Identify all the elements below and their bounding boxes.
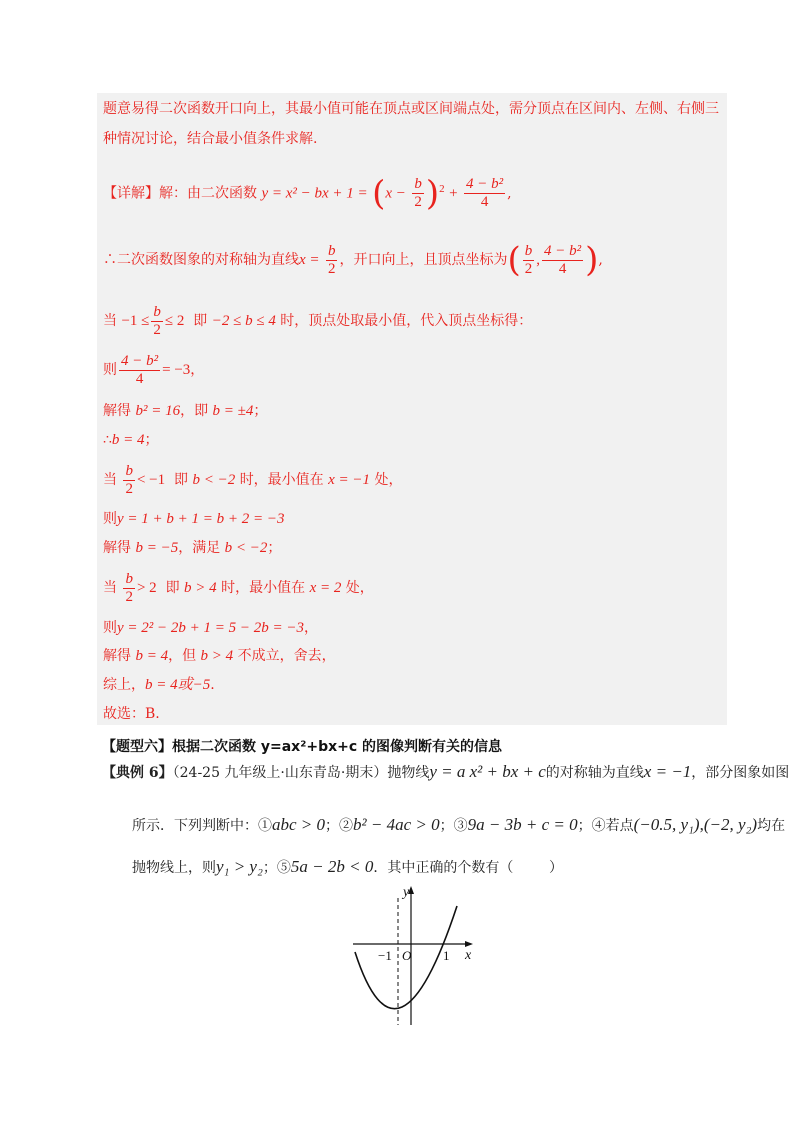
frac-4-b2: $\frac{\text{4 − b²}}{4}$ [466, 176, 504, 211]
analysis-line-2: 种情况讨论，结合最小值条件求解. [103, 131, 318, 147]
axis-mid: ，开口向上，且顶点坐标为 [339, 252, 508, 268]
example-line-3: 抛物线上，则y₁ > y₂；⑤5a − 2b < 0．其中正确的个数有（ ） [132, 857, 563, 876]
detail-expr: y = x² − bx + 1 = [261, 185, 368, 202]
y-label: y [403, 885, 410, 900]
tick-1-label: 1 [443, 948, 450, 963]
summary-line: 综上，b = 4或−5. [103, 677, 215, 693]
case1-eq-line: 则 $\frac{\text{4 − b²}}{4}$ = −3， [103, 352, 205, 387]
frac-b-over-2: $\frac{b}{2}$ [414, 176, 422, 211]
case2-eq-line: 则y = 1 + b + 1 = b + 2 = −3 [103, 511, 285, 527]
detail-inner: x − [385, 185, 406, 202]
case3-eq-line: 则y = 2² − 2b + 1 = 5 − 2b = −3， [103, 620, 319, 636]
frac-case3: $\frac{b}{2}$ [125, 570, 133, 605]
detail-intro: 解：由二次函数 [159, 185, 257, 202]
detail-comma: , [507, 185, 512, 202]
analysis-line-1: 题意易得二次函数开口向上，其最小值可能在顶点或区间端点处，需分顶点在区间内、左侧、右侧三 [103, 101, 719, 117]
axis-x-eq: x = [299, 252, 320, 268]
detail-tag: 【详解】 [103, 185, 159, 202]
detail-line [103, 170, 512, 213]
example-line-2: 所示．下列判断中：①abc > 0；②b² − 4ac > 0；③9a − 3b + c = 0；④若点(−0.5, y₁),(−2, y₂)均在 [132, 815, 786, 834]
case3-line: 当 $\frac{b}{2}$ > 2 即 b > 4 时，最小值在 x = 2 处， [103, 570, 374, 605]
detail-plus: + [449, 185, 458, 202]
case3-solve-line: 解得 b = 4，但 b > 4 不成立，舍去， [103, 648, 336, 664]
answer-line: 故选：B. [103, 706, 160, 722]
frac-case1-eq: $\frac{\text{4 − b²}}{4}$ [121, 352, 159, 387]
case2-line: 当 $\frac{b}{2}$ < −1 即 b < −2 时，最小值在 x = −1 处， [103, 462, 403, 497]
x-arrow [465, 941, 473, 947]
frac-case2: $\frac{b}{2}$ [125, 462, 133, 497]
section-heading: 【题型六】根据二次函数 y=ax²+bx+c 的图像判断有关的信息 [102, 739, 503, 755]
case2-solve-line: 解得 b = −5，满足 b < −2； [103, 540, 282, 556]
example-line-1: 【典例 6】（24-25 九年级上·山东青岛·期末）抛物线y = a x² + bx + c的对称轴为直线x = −1，部分图象如图 [102, 762, 790, 781]
axis-line: ∴二次函数图象的对称轴为直线x = $\frac{b}{2}$ ，开口向上，且顶点坐标为( $\frac{b}{2}$ , $\frac{\text{4 − b²}}{4}$ ), [103, 240, 603, 280]
frac-axis-b2: $\frac{b}{2}$ [327, 242, 336, 277]
square-exp: 2 [439, 183, 445, 195]
case1-therefore-line: ∴b = 4； [103, 432, 159, 448]
axis-end: , [598, 252, 603, 268]
example-tag: 【典例 6】 [102, 765, 173, 781]
case1-solve-line: 解得 b² = 16，即 b = ±4； [103, 403, 268, 419]
right-paren: ) [425, 173, 440, 214]
axis-prefix: ∴二次函数图象的对称轴为直线 [103, 252, 299, 268]
tick-neg1-label: −1 [378, 948, 392, 963]
frac-case1: $\frac{b}{2}$ [153, 303, 161, 338]
frac-vertex-x: $\frac{b}{2}$ [524, 242, 533, 277]
case1-line: 当 −1 ≤ $\frac{b}{2}$ ≤ 2 即 −2 ≤ b ≤ 4 时，顶点处取最小值，代入顶点坐标得： [103, 303, 533, 338]
origin-label: O [402, 948, 412, 963]
left-paren: ( [372, 173, 386, 214]
frac-vertex-y: $\frac{\text{4 − b²}}{4}$ [544, 242, 582, 277]
x-label: x [465, 948, 472, 963]
parabola-graph [345, 880, 480, 1030]
